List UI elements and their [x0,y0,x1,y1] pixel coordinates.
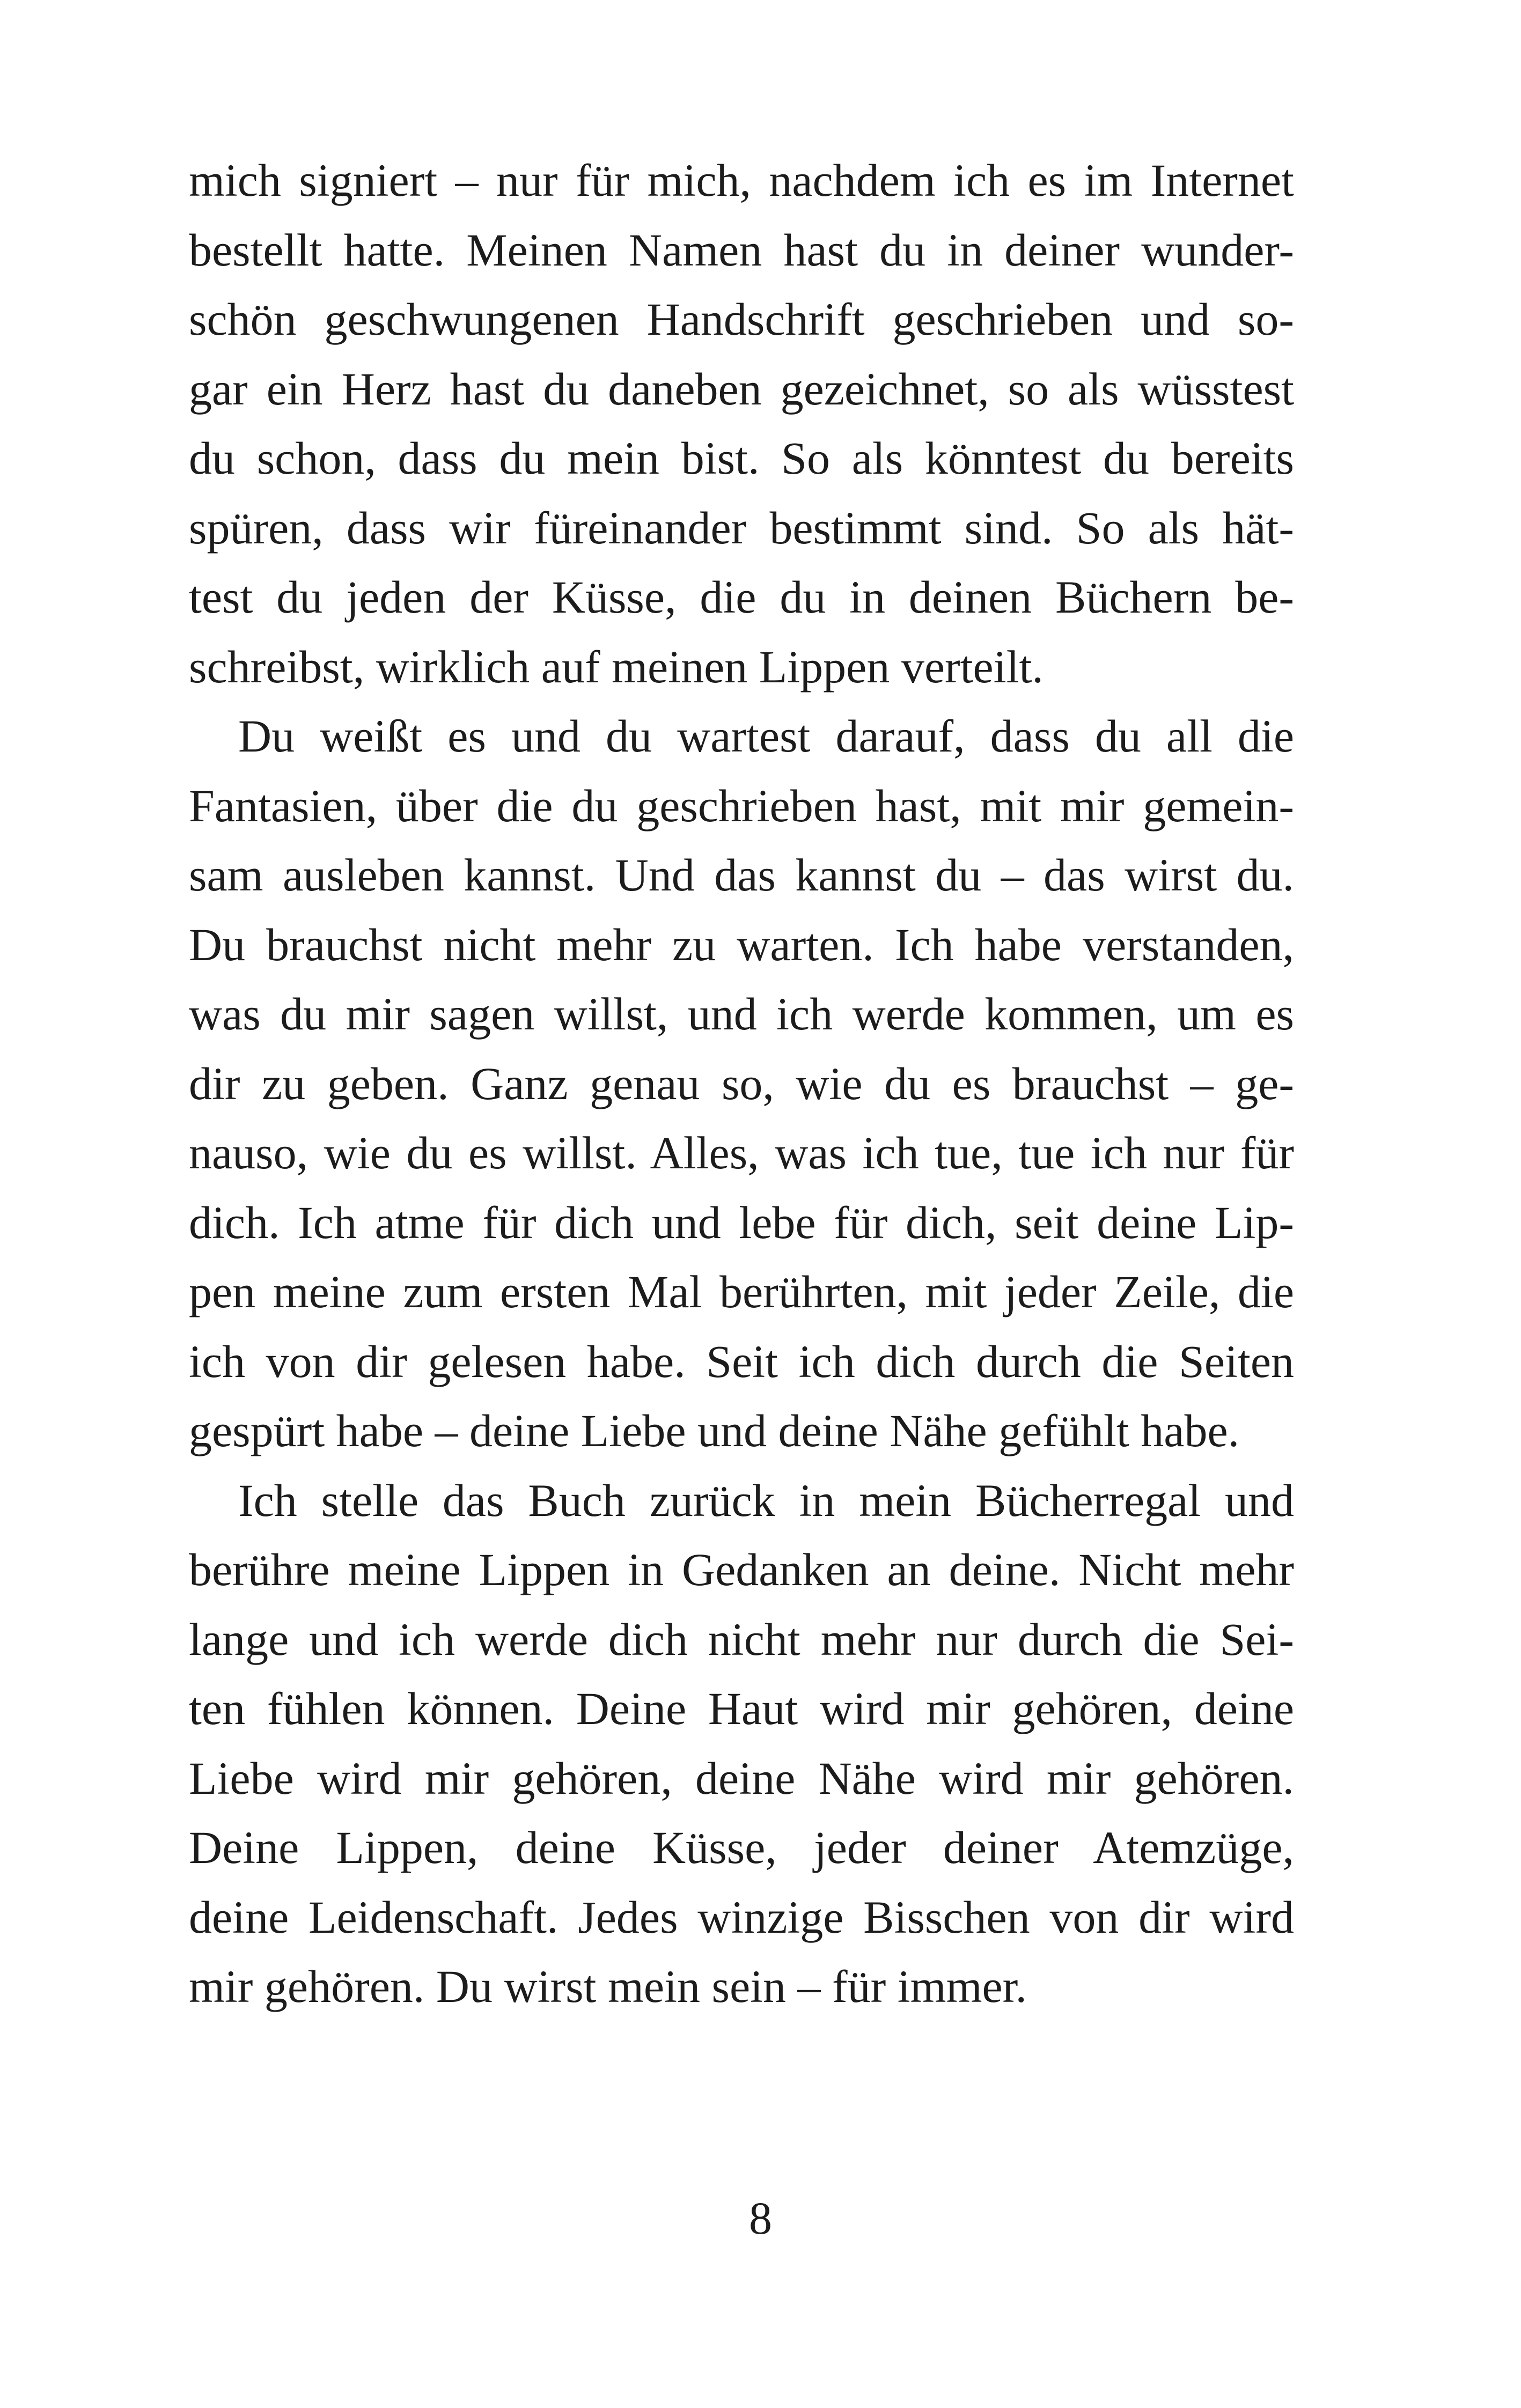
text-line: Ich stelle das Buch zurück in mein Bücherregal und [238,1474,1294,1526]
text-line: sam ausleben kannst. Und das kannst du – das wirst du. [189,849,1294,901]
text-line: bestellt hatte. Meinen Namen hast du in deiner wunder- [189,224,1294,276]
text-line: berühre meine Lippen in Gedanken an deine. Nicht mehr [189,1544,1294,1595]
text-line: test du jeden der Küsse, die du in deinen Büchern be- [189,571,1294,623]
text-line: was du mir sagen willst, und ich werde kommen, um es [189,988,1294,1040]
text-line: deine Leidenschaft. Jedes winzige Bisschen von dir wird [189,1891,1294,1943]
text-line: Liebe wird mir gehören, deine Nähe wird mir gehören. [189,1752,1294,1804]
paragraph [189,146,1294,702]
text-line: gespürt habe – deine Liebe und deine Nähe gefühlt habe. [189,1405,1240,1456]
paragraph [189,1466,1294,2022]
text-line: nauso, wie du es willst. Alles, was ich tue, tue ich nur für [189,1127,1294,1179]
text-line: dich. Ich atme für dich und lebe für dich, seit deine Lip- [189,1196,1294,1248]
text-line: mich signiert – nur für mich, nachdem ich es im Internet [189,154,1294,206]
text-line: mir gehören. Du wirst mein sein – für immer. [189,1961,1027,2012]
text-line: Fantasien, über die du geschrieben hast, mit mir gemein- [189,779,1294,831]
text-line: spüren, dass wir füreinander bestimmt sind. So als hät- [189,502,1294,554]
text-line: ten fühlen können. Deine Haut wird mir gehören, deine [189,1683,1294,1734]
text-line: schön geschwungenen Handschrift geschrieben und so- [189,293,1294,345]
text-line: du schon, dass du mein bist. So als könntest du bereits [189,432,1294,484]
text-line: Deine Lippen, deine Küsse, jeder deiner Atemzüge, [189,1822,1294,1873]
text-line: dir zu geben. Ganz genau so, wie du es brauchst – ge- [189,1057,1294,1109]
text-line: pen meine zum ersten Mal berührten, mit jeder Zeile, die [189,1266,1294,1317]
paragraph [189,702,1294,1466]
page-number: 8 [749,2192,772,2244]
text-line: Du weißt es und du wartest darauf, dass du all die [238,710,1294,762]
text-line: gar ein Herz hast du daneben gezeichnet, so als wüsstest [189,363,1294,415]
text-line: lange und ich werde dich nicht mehr nur durch die Sei- [189,1613,1294,1665]
text-line: schreibst, wirklich auf meinen Lippen verteilt. [189,640,1044,693]
text-line: Du brauchst nicht mehr zu warten. Ich habe verstanden, [189,918,1294,970]
text-line: ich von dir gelesen habe. Seit ich dich durch die Seiten [189,1335,1294,1387]
body-text [189,146,1294,2022]
